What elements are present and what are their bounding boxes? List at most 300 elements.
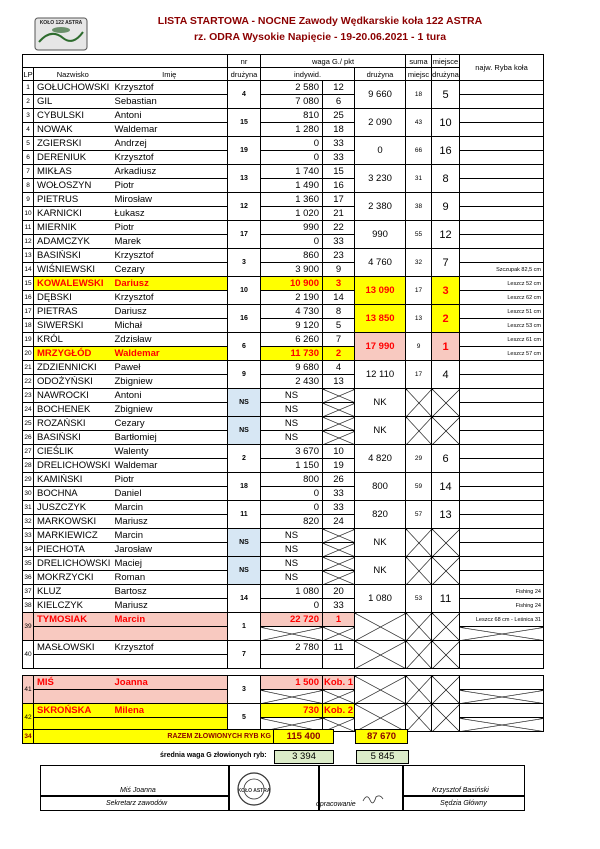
row-waga: 1 490 [261,179,323,193]
row-waga: 1 020 [261,207,323,221]
row-nazwisko: KOWALEWSKI [34,277,112,291]
row-nazwisko: GIL [34,95,112,109]
row-waga: 0 [261,487,323,501]
single-lp: 42 [23,704,34,732]
row-lp: 12 [23,235,34,249]
row-waga: NS [261,403,323,417]
page-subtitle: rz. ODRA Wysokie Napięcie - 19-20.06.2021 - 1 tura [193,31,447,43]
row-fish: Leszcz 57 cm [460,347,544,361]
row-imie: Krzysztof [112,81,228,95]
team-miejsc [406,389,432,417]
team-suma: 800 [355,473,406,501]
row-nazwisko: DERENIUK [34,151,112,165]
row-lp: 2 [23,95,34,109]
row-nazwisko: KAMIŃSKI [34,473,112,487]
row-fish [460,207,544,221]
team-miejsc: 66 [406,137,432,165]
table-row [23,291,544,305]
row-lp: 15 [23,277,34,291]
row-waga: NS [261,571,323,585]
single-waga: 22 720 [261,613,323,627]
single-row [23,704,544,718]
row-waga: NS [261,529,323,543]
table-row [23,179,544,193]
single-blank [460,627,544,641]
single-miejsce [432,676,460,704]
team-suma: 13 090 [355,277,406,305]
row-pkt: 33 [323,151,355,165]
totals-row [22,729,468,743]
team-suma: 2 380 [355,193,406,221]
single-row [23,676,544,690]
row-fish [460,445,544,459]
header-lp: LP [23,69,33,79]
team-suma: 820 [355,501,406,529]
row-lp: 38 [23,599,34,613]
row-lp: 37 [23,585,34,599]
row-imie: Cezary [112,417,228,431]
team-nr: 4 [228,81,261,109]
table-row [23,347,544,361]
row-nazwisko: JUSZCZYK [34,501,112,515]
header-blank [23,55,228,68]
row-fish [460,431,544,445]
table-row [23,109,544,123]
row-nazwisko: ZGIERSKI [34,137,112,151]
team-miejsc [406,417,432,445]
row-nazwisko: DRELICHOWSKI [34,459,112,473]
table-row [23,459,544,473]
team-suma: 2 090 [355,109,406,137]
row-nazwisko: MIERNIK [34,221,112,235]
row-pkt: 33 [323,487,355,501]
team-nr: NS [228,557,261,585]
row-lp: 14 [23,263,34,277]
single-miejsc [406,641,432,669]
row-pkt: 16 [323,179,355,193]
table-row [23,277,544,291]
team-miejsc: 55 [406,221,432,249]
team-miejsce [432,389,460,417]
single-pkt: 1 [323,613,355,627]
single-fish: Leszcz 68 cm - Leśnica 31 [460,613,544,627]
team-nr: NS [228,417,261,445]
row-fish [460,137,544,151]
team-miejsce: 11 [432,585,460,613]
row-pkt: 3 [323,277,355,291]
row-nazwisko: CIEŚLIK [34,445,112,459]
row-imie: Dariusz [112,277,228,291]
row-pkt: 7 [323,333,355,347]
row-nazwisko: KRÓL [34,333,112,347]
single-blank [460,718,544,732]
team-miejsce: 9 [432,193,460,221]
row-imie: Sebastian [112,95,228,109]
row-nazwisko: MRZYGŁÓD [34,347,112,361]
row-waga: 3 900 [261,263,323,277]
average-individual: 3 394 [274,750,334,764]
results-table [22,54,544,732]
row-nazwisko: PIETRAS [34,305,112,319]
single-miejsc [406,613,432,641]
row-fish: Leszcz 52 cm [460,277,544,291]
row-lp: 28 [23,459,34,473]
team-miejsc: 32 [406,249,432,277]
table-row [23,473,544,487]
average-label: średnia waga G złowionych ryb: [160,752,267,759]
table-row [23,417,544,431]
team-nr: NS [228,389,261,417]
row-imie: Marcin [112,501,228,515]
team-miejsc: 57 [406,501,432,529]
row-fish [460,375,544,389]
row-fish [460,501,544,515]
single-fish [460,704,544,718]
row-imie: Walenty [112,445,228,459]
row-fish [460,557,544,571]
row-fish [460,249,544,263]
team-miejsc: 17 [406,277,432,305]
single-miejsce [432,704,460,732]
team-miejsce: 6 [432,445,460,473]
header-waga: waga G./ pkt [261,55,406,68]
header-imie: Imię [112,68,228,81]
single-pkt: Kob. 2 [323,704,354,716]
header-najw-ryba: najw. Ryba koła [460,55,544,81]
row-imie: Andrzej [112,137,228,151]
row-fish [460,389,544,403]
row-fish: Fishing 24 [460,599,544,613]
team-miejsc: 18 [406,81,432,109]
judge-name: Krzysztof Basiński [432,787,489,794]
team-miejsce: 10 [432,109,460,137]
row-nazwisko: SIWERSKI [34,319,112,333]
club-stamp-icon [236,771,272,807]
row-waga: 990 [261,221,323,235]
single-blank [323,690,355,704]
row-pkt: 23 [323,249,355,263]
table-row [23,151,544,165]
row-pkt: 33 [323,599,355,613]
single-blank [112,655,228,669]
row-waga: NS [261,431,323,445]
single-nr: 3 [228,676,261,704]
row-lp: 7 [23,165,34,179]
team-nr: 3 [228,249,261,277]
team-suma: NK [355,389,406,417]
row-nazwisko: KIELCZYK [34,599,112,613]
secretary-role: Sekretarz zawodów [106,800,168,807]
table-row [23,487,544,501]
row-imie: Paweł [112,361,228,375]
row-pkt: 26 [323,473,355,487]
row-pkt [323,417,355,431]
row-lp: 13 [23,249,34,263]
row-waga: 1 080 [261,585,323,599]
single-blank [460,690,544,704]
team-miejsce: 2 [432,305,460,333]
row-fish [460,417,544,431]
average-team: 5 845 [356,750,409,764]
table-row [23,123,544,137]
row-imie: Arkadiusz [112,165,228,179]
row-waga: 1 280 [261,123,323,137]
row-pkt: 6 [323,95,355,109]
row-imie: Mariusz [112,515,228,529]
table-row [23,361,544,375]
single-row [23,627,544,641]
table-row [23,333,544,347]
team-nr: 11 [228,501,261,529]
row-fish: Leszcz 62 cm [460,291,544,305]
row-imie: Mariusz [112,599,228,613]
single-imie: Joanna [112,676,228,690]
row-lp: 34 [23,543,34,557]
table-row [23,263,544,277]
header-suma: suma [406,55,432,68]
row-lp: 33 [23,529,34,543]
row-nazwisko: MARKOWSKI [34,515,112,529]
team-miejsc: 9 [406,333,432,361]
row-waga: 0 [261,599,323,613]
single-blank [34,690,112,704]
svg-text:KOŁO ASTRA: KOŁO ASTRA [237,788,271,794]
total-team: 87 670 [355,729,408,744]
judge-role: Sędzia Główny [440,800,487,807]
row-fish [460,81,544,95]
row-imie: Zbigniew [112,403,228,417]
row-imie: Michał [112,319,228,333]
row-waga: 2 580 [261,81,323,95]
svg-text:KOŁO 122 ASTRA: KOŁO 122 ASTRA [39,20,83,26]
row-nazwisko: BOCHNA [34,487,112,501]
row-imie: Krzysztof [112,291,228,305]
row-waga: 0 [261,501,323,515]
single-row [23,613,544,627]
team-miejsc: 29 [406,445,432,473]
row-pkt: 24 [323,515,355,529]
row-lp: 20 [23,347,34,361]
row-waga: 9 680 [261,361,323,375]
single-waga: 730 [261,704,323,718]
header-nazwisko: Nazwisko [34,68,112,81]
row-fish [460,193,544,207]
row-nazwisko: CYBULSKI [34,109,112,123]
row-nazwisko: ODOŻYŃSKI [34,375,112,389]
row-fish: Leszcz 53 cm [460,319,544,333]
row-pkt [323,571,355,585]
row-lp: 4 [23,123,34,137]
single-blank [112,690,228,704]
row-pkt [323,543,355,557]
row-fish [460,179,544,193]
row-pkt: 15 [323,165,355,179]
team-suma: 4 820 [355,445,406,473]
single-pkt: Kob. 1 [323,676,354,688]
single-nr: 1 [228,613,261,641]
row-lp: 25 [23,417,34,431]
single-lp: 41 [23,676,34,704]
row-lp: 26 [23,431,34,445]
single-blank [323,627,355,641]
row-imie: Cezary [112,263,228,277]
row-nazwisko: KLUZ [34,585,112,599]
single-nazwisko: TYMOSIAK [34,613,112,627]
team-nr: 2 [228,445,261,473]
row-pkt: 2 [323,347,355,361]
table-row [23,403,544,417]
row-fish: Fishing 24 [460,585,544,599]
row-imie: Maciej [112,557,228,571]
row-imie: Krzysztof [112,151,228,165]
team-nr: 16 [228,305,261,333]
single-fish [460,676,544,690]
row-waga: 4 730 [261,305,323,319]
row-lp: 9 [23,193,34,207]
table-row [23,375,544,389]
single-blank [323,655,355,669]
team-nr: 10 [228,277,261,305]
row-imie: Waldemar [112,347,228,361]
row-lp: 32 [23,515,34,529]
team-nr: 9 [228,361,261,389]
single-miejsc [406,704,432,732]
team-miejsc: 17 [406,361,432,389]
row-waga: 0 [261,137,323,151]
row-waga: NS [261,417,323,431]
single-blank [261,690,323,704]
team-miejsc: 38 [406,193,432,221]
row-pkt [323,403,355,417]
row-imie: Waldemar [112,459,228,473]
single-imie: Milena [112,704,228,718]
row-fish: Szczupak 82,5 cm [460,263,544,277]
header-druzyna-3: drużyna [432,69,459,79]
team-suma: NK [355,529,406,557]
team-miejsc: 13 [406,305,432,333]
row-imie: Antoni [112,109,228,123]
row-pkt: 12 [323,81,355,95]
row-nazwisko: PIECHOTA [34,543,112,557]
row-nazwisko: BASIŃSKI [34,249,112,263]
table-row [23,165,544,179]
row-fish [460,487,544,501]
team-suma: NK [355,417,406,445]
row-waga: 11 730 [261,347,323,361]
club-logo [33,16,89,52]
row-imie: Antoni [112,389,228,403]
row-lp: 36 [23,571,34,585]
team-suma: 9 660 [355,81,406,109]
team-nr: 19 [228,137,261,165]
single-lp: 39 [23,613,34,641]
team-nr: 15 [228,109,261,137]
team-miejsce: 5 [432,81,460,109]
single-nr: 7 [228,641,261,669]
row-imie: Roman [112,571,228,585]
row-pkt: 5 [323,319,355,333]
row-pkt: 4 [323,361,355,375]
team-miejsc [406,529,432,557]
signatures-footer [40,765,524,819]
table-row [23,431,544,445]
row-lp: 35 [23,557,34,571]
single-waga: 1 500 [261,676,323,690]
row-pkt: 17 [323,193,355,207]
row-pkt [323,529,355,543]
row-fish [460,361,544,375]
row-fish: Leszcz 61 cm [460,333,544,347]
team-miejsce: 3 [432,277,460,305]
row-waga: 860 [261,249,323,263]
row-imie: Krzysztof [112,249,228,263]
team-miejsce: 7 [432,249,460,277]
team-miejsce: 4 [432,361,460,389]
team-suma: NK [355,557,406,585]
row-nazwisko: GOŁUCHOWSKI [34,81,112,95]
row-fish [460,529,544,543]
row-waga: 7 080 [261,95,323,109]
row-pkt: 8 [323,305,355,319]
row-fish [460,515,544,529]
row-waga: 0 [261,151,323,165]
team-suma: 12 110 [355,361,406,389]
team-miejsce: 1 [432,333,460,361]
row-imie: Daniel [112,487,228,501]
page-title: LISTA STARTOWA - NOCNE Zawody Wędkarskie koła 122 ASTRA [157,15,483,27]
team-suma: 0 [355,137,406,165]
row-lp: 8 [23,179,34,193]
team-miejsce [432,417,460,445]
header-druzyna: drużyna [228,68,261,81]
team-miejsce: 16 [432,137,460,165]
table-row [23,515,544,529]
single-imie: Marcin [112,613,228,627]
team-suma: 17 990 [355,333,406,361]
row-pkt [323,557,355,571]
row-waga: 6 260 [261,333,323,347]
single-row [23,690,544,704]
row-lp: 6 [23,151,34,165]
row-lp: 29 [23,473,34,487]
row-imie: Bartosz [112,585,228,599]
table-row [23,529,544,543]
row-lp: 10 [23,207,34,221]
row-waga: 1 740 [261,165,323,179]
row-nazwisko: NOWAK [34,123,112,137]
row-nazwisko: PIETRUS [34,193,112,207]
row-fish [460,235,544,249]
row-lp: 16 [23,291,34,305]
team-nr: 18 [228,473,261,501]
table-row [23,305,544,319]
row-lp: 3 [23,109,34,123]
row-pkt: 33 [323,137,355,151]
row-fish [460,459,544,473]
row-pkt: 10 [323,445,355,459]
team-nr: 13 [228,165,261,193]
single-miejsce [432,613,460,641]
team-nr: 14 [228,585,261,613]
row-lp: 21 [23,361,34,375]
team-miejsc: 53 [406,585,432,613]
row-imie: Piotr [112,179,228,193]
row-waga: 3 670 [261,445,323,459]
row-imie: Waldemar [112,123,228,137]
row-fish: Leszcz 51 cm [460,305,544,319]
single-suma [355,641,406,669]
row-lp: 1 [23,81,34,95]
